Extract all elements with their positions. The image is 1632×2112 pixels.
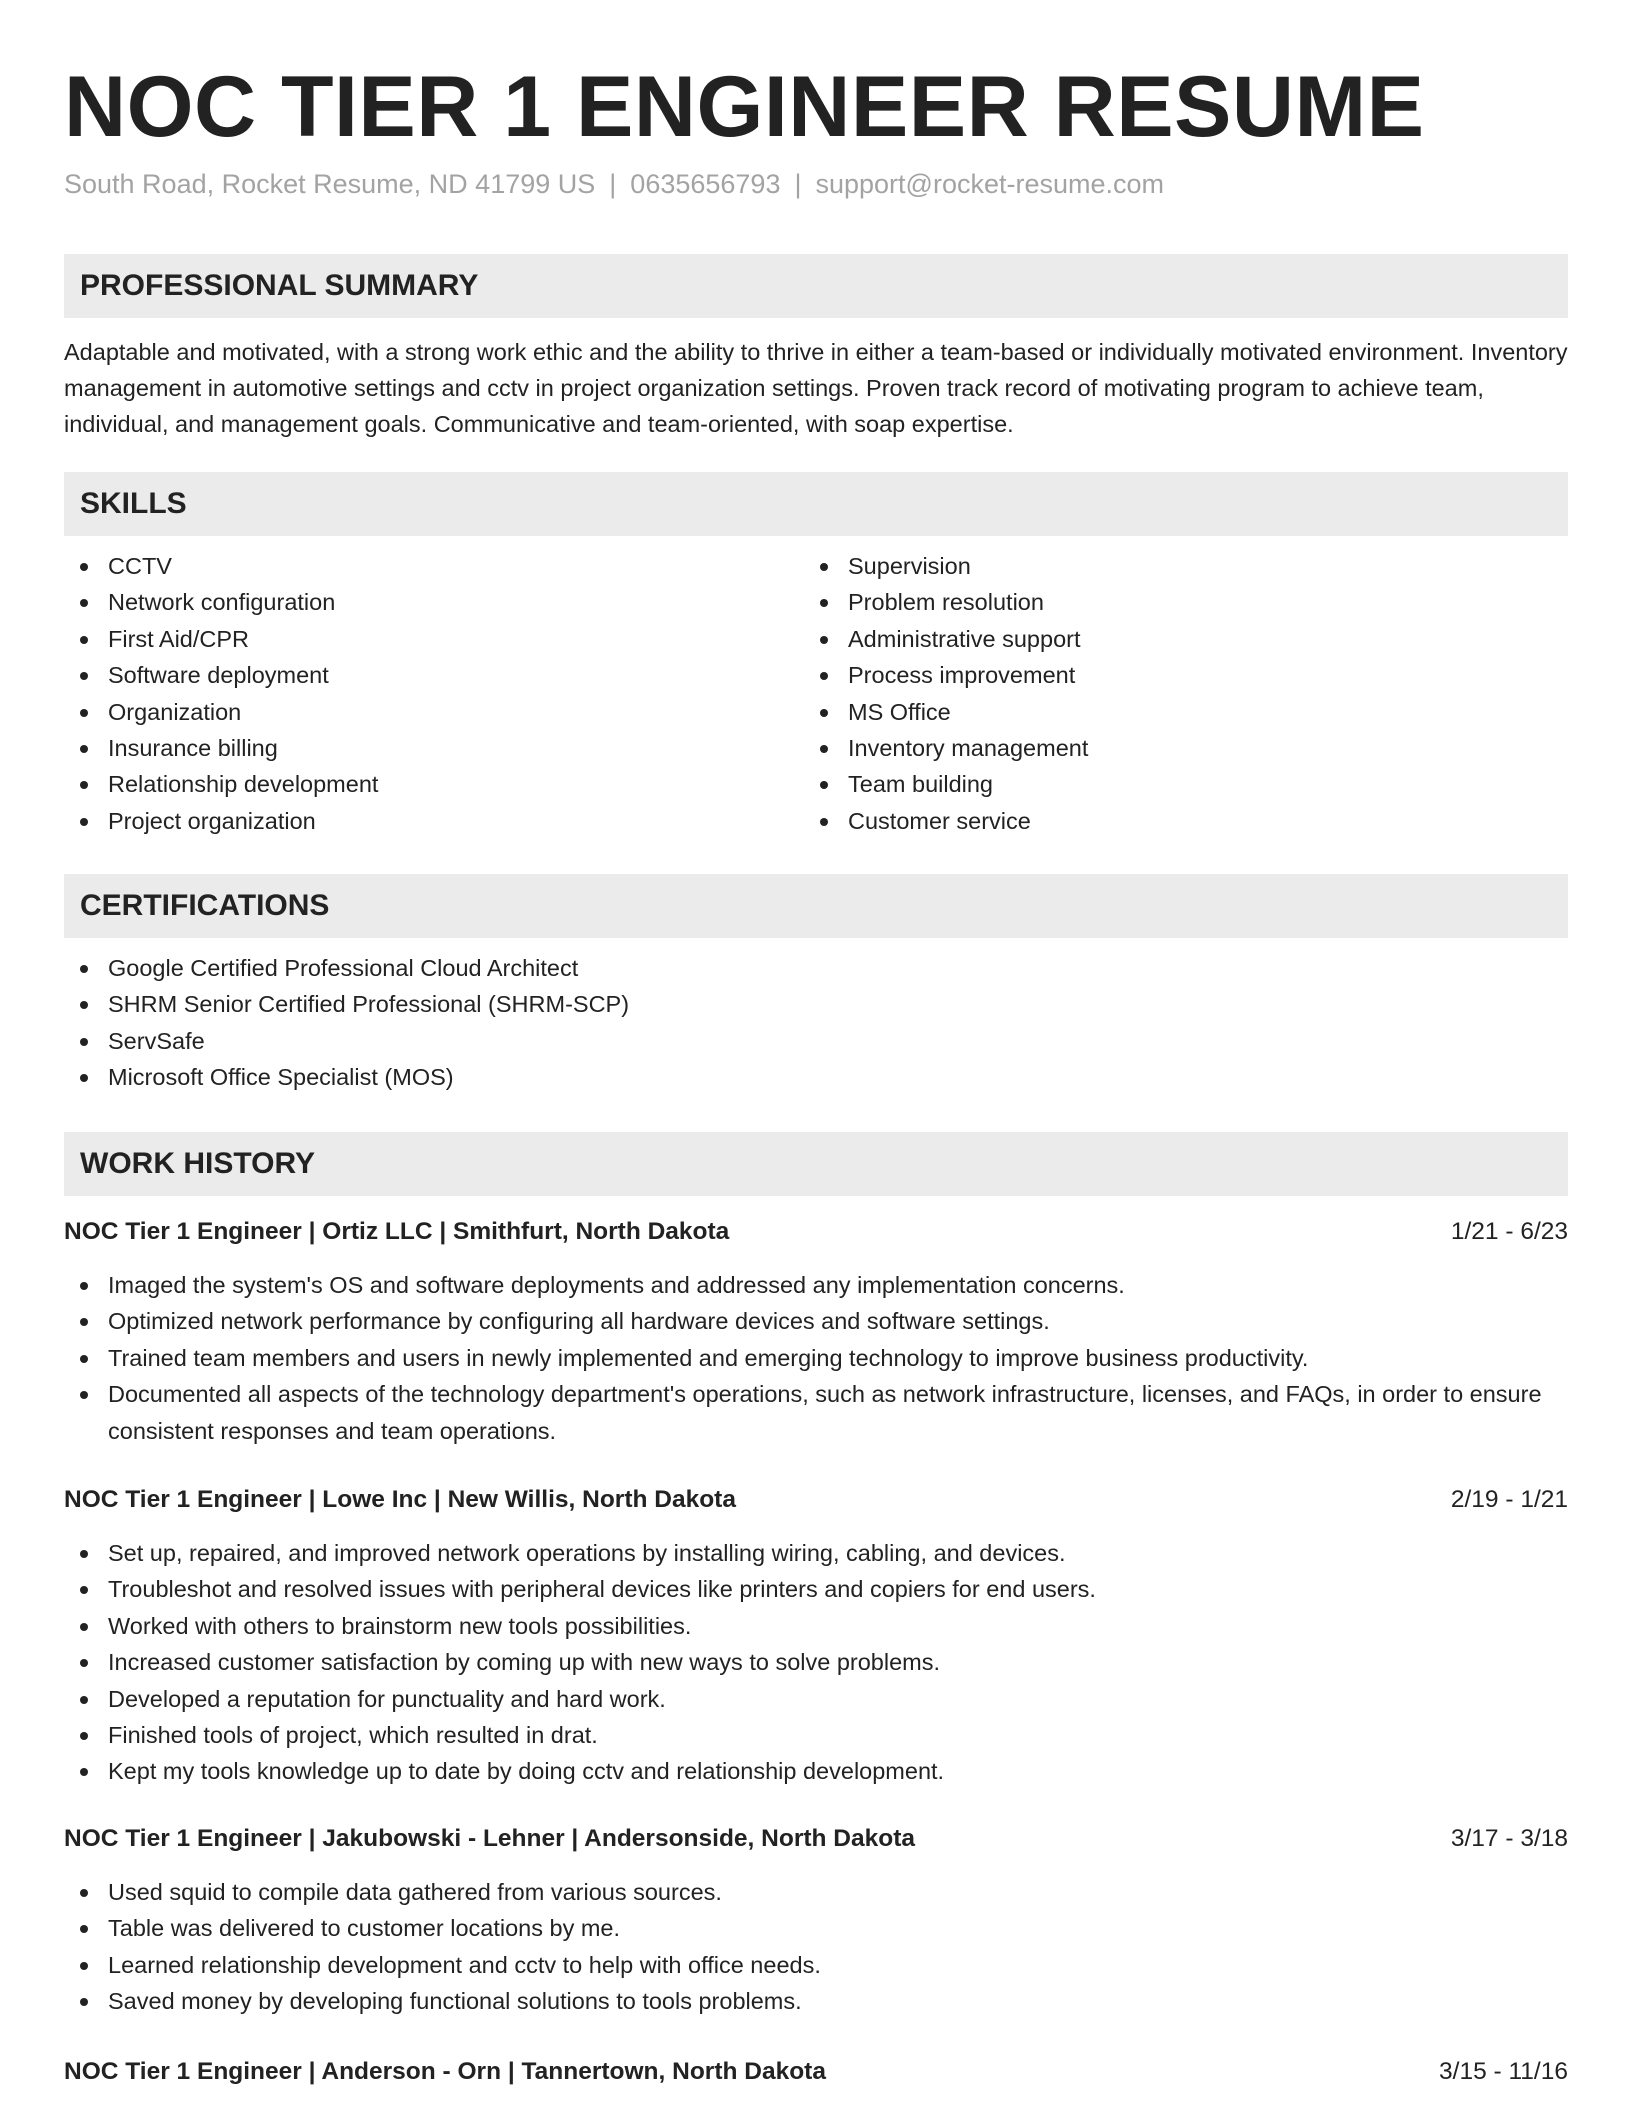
job-title: NOC Tier 1 Engineer | Ortiz LLC | Smithfurt, North Dakota [64,1218,730,1245]
certification-item: Google Certified Professional Cloud Architect [64,950,1568,986]
certification-item: Microsoft Office Specialist (MOS) [64,1059,1568,1095]
skill-item: Process improvement [804,657,1568,693]
skill-item: MS Office [804,694,1568,730]
certifications-list [64,950,1568,1096]
job-bullet: Finished tools of project, which resulted in drat. [64,1717,1568,1753]
job-bullet: Developed a reputation for punctuality and hard work. [64,1681,1568,1717]
job-bullet: Optimized network performance by configuring all hardware devices and software settings. [64,1303,1568,1339]
skill-item: First Aid/CPR [64,621,804,657]
contact-separator: | [609,169,617,199]
skill-item: Supervision [804,548,1568,584]
job-title: NOC Tier 1 Engineer | Lowe Inc | New Willis, North Dakota [64,1486,736,1513]
job-header [64,1482,1568,1518]
skill-item: Inventory management [804,730,1568,766]
job-bullet: Saved money by developing functional solutions to tools problems. [64,1983,1568,2019]
section-header-skills: SKILLS [64,472,1568,536]
job-title: NOC Tier 1 Engineer | Anderson - Orn | Tannertown, North Dakota [64,2058,826,2085]
skill-item: Project organization [64,803,804,839]
job-bullet: Trained team members and users in newly implemented and emerging technology to improve business productivity. [64,1340,1568,1376]
section-header-certifications: CERTIFICATIONS [64,874,1568,938]
job-bullets [64,1267,1568,1449]
summary-text: Adaptable and motivated, with a strong work ethic and the ability to thrive in either a team-based or individually motivated environment. Inventory management in automotive settings and cctv in project organization settings. Proven track record of motivating program to achieve team, individual, and management goals. Communicative and team-oriented, with soap expertise. [64,339,1568,437]
skill-item: Network configuration [64,584,804,620]
job-bullet: Increased customer satisfaction by coming up with new ways to solve problems. [64,1644,1568,1680]
job-dates: 3/17 - 3/18 [1450,1825,1568,1852]
contact-line [64,166,1164,202]
skill-item: Insurance billing [64,730,804,766]
section-header-work-history: WORK HISTORY [64,1132,1568,1196]
job-bullet: Troubleshot and resolved issues with peripheral devices like printers and copiers for end users. [64,1571,1568,1607]
skill-item: Organization [64,694,804,730]
section-header-summary: PROFESSIONAL SUMMARY [64,254,1568,318]
job-bullet: Worked with others to brainstorm new tools possibilities. [64,1608,1568,1644]
job-bullet: Used squid to compile data gathered from various sources. [64,1874,1568,1910]
contact-email: support@rocket-resume.com [815,169,1165,199]
skill-item: Problem resolution [804,584,1568,620]
job-header [64,1821,1568,1857]
contact-address: South Road, Rocket Resume, ND 41799 US [64,169,596,199]
job-bullets [64,1874,1568,2020]
skill-item: Software deployment [64,657,804,693]
certification-item: SHRM Senior Certified Professional (SHRM-SCP) [64,986,1568,1022]
contact-phone: 0635656793 [630,169,781,199]
job-bullet: Kept my tools knowledge up to date by doing cctv and relationship development. [64,1753,1568,1789]
job-bullet: Learned relationship development and cctv to help with office needs. [64,1947,1568,1983]
skills-list-left [64,548,804,839]
certification-item: ServSafe [64,1023,1568,1059]
job-dates: 1/21 - 6/23 [1450,1218,1568,1245]
resume-title: NOC TIER 1 ENGINEER RESUME [64,59,1425,155]
job-bullet: Set up, repaired, and improved network operations by installing wiring, cabling, and devices. [64,1535,1568,1571]
job-bullet: Imaged the system's OS and software deployments and addressed any implementation concerns. [64,1267,1568,1303]
job-dates: 3/15 - 11/16 [1439,2058,1568,2085]
skill-item: Customer service [804,803,1568,839]
skills-list-right [804,548,1568,839]
job-header [64,1214,1568,1250]
contact-separator: | [794,169,802,199]
skill-item: Team building [804,766,1568,802]
job-dates: 2/19 - 1/21 [1450,1486,1568,1513]
skill-item: Administrative support [804,621,1568,657]
job-bullet: Table was delivered to customer locations by me. [64,1910,1568,1946]
job-bullets [64,1535,1568,1790]
job-bullet: Documented all aspects of the technology department's operations, such as network infrastructure, licenses, and FAQs, in order to ensure consistent responses and team operations. [64,1376,1568,1449]
job-header [64,2054,1568,2090]
skill-item: Relationship development [64,766,804,802]
skill-item: CCTV [64,548,804,584]
job-title: NOC Tier 1 Engineer | Jakubowski - Lehner | Andersonside, North Dakota [64,1825,915,1852]
